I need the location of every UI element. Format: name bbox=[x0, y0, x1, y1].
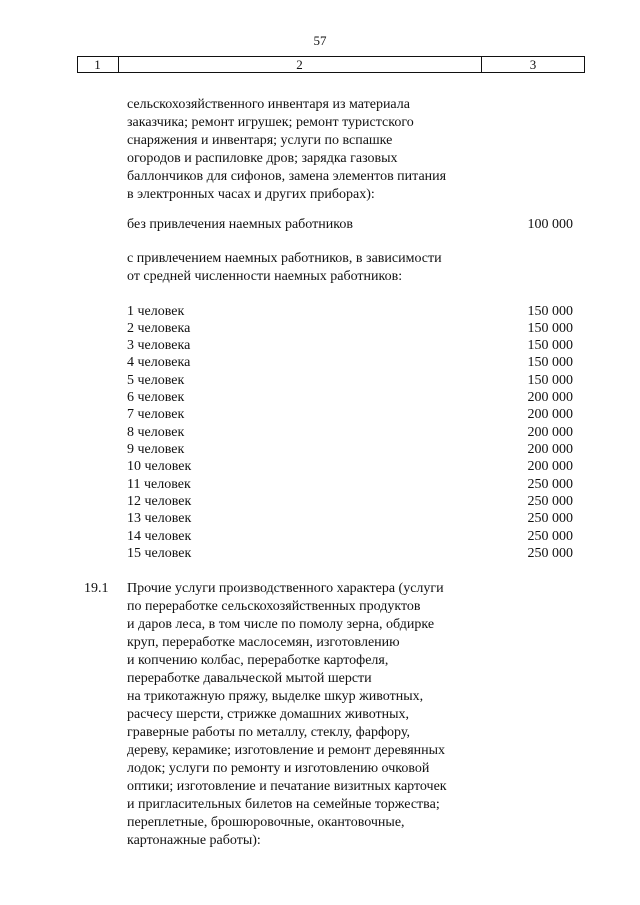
workers-row-label: 1 человек bbox=[127, 304, 185, 319]
workers-row-label: 11 человек bbox=[127, 477, 191, 492]
workers-row-value: 250 000 bbox=[527, 494, 573, 509]
section-line: картонажные работы): bbox=[127, 833, 261, 848]
section-line: переработке давальческой мытой шерсти bbox=[127, 671, 372, 686]
text-line: огородов и распиловке дров; зарядка газовых bbox=[127, 151, 398, 166]
text-line: сельскохозяйственного инвентаря из материала bbox=[127, 97, 410, 112]
section-line: круп, переработке маслосемян, изготовлению bbox=[127, 635, 400, 650]
workers-row-label: 7 человек bbox=[127, 407, 185, 422]
text-line: заказчика; ремонт игрушек; ремонт туристского bbox=[127, 115, 414, 130]
column-header-row bbox=[77, 56, 585, 73]
workers-row-label: 5 человек bbox=[127, 373, 185, 388]
workers-row-value: 150 000 bbox=[527, 321, 573, 336]
workers-row-value: 200 000 bbox=[527, 442, 573, 457]
page-number: 57 bbox=[313, 33, 327, 48]
text-line: в электронных часах и других приборах): bbox=[127, 187, 375, 202]
workers-row-label: 13 человек bbox=[127, 511, 192, 526]
workers-row-value: 250 000 bbox=[527, 477, 573, 492]
section-line: и даров леса, в том числе по помолу зерна, обдирке bbox=[127, 617, 435, 632]
section-line: и копчению колбас, переработке картофеля, bbox=[127, 653, 389, 668]
workers-row-label: 2 человека bbox=[127, 321, 191, 336]
column-header-1: 1 bbox=[94, 57, 101, 72]
workers-row-value: 150 000 bbox=[527, 304, 573, 319]
workers-row-label: 15 человек bbox=[127, 546, 192, 561]
workers-row-value: 150 000 bbox=[527, 355, 573, 370]
workers-row-label: 6 человек bbox=[127, 390, 185, 405]
no-hired-label: без привлечения наемных работников bbox=[127, 217, 353, 232]
section-line: лодок; услуги по ремонту и изготовлению очковой bbox=[127, 761, 430, 776]
workers-row-label: 8 человек bbox=[127, 425, 185, 440]
workers-row-value: 150 000 bbox=[527, 373, 573, 388]
workers-row-label: 3 человека bbox=[127, 338, 191, 353]
workers-row-label: 4 человека bbox=[127, 355, 191, 370]
section-line: переплетные, брошюровочные, окантовочные, bbox=[127, 815, 405, 830]
workers-row-label: 12 человек bbox=[127, 494, 192, 509]
section-line: Прочие услуги производственного характера (услуги bbox=[127, 581, 444, 596]
column-header-2: 2 bbox=[296, 57, 303, 72]
workers-row-value: 200 000 bbox=[527, 425, 573, 440]
text-line: снаряжения и инвентаря; услуги по вспашке bbox=[127, 133, 393, 148]
section-line: расчесу шерсти, стрижке домашних животных, bbox=[127, 707, 410, 722]
workers-row-value: 200 000 bbox=[527, 407, 573, 422]
workers-row-value: 200 000 bbox=[527, 459, 573, 474]
section-line: оптики; изготовление и печатание визитных карточек bbox=[127, 779, 447, 794]
header-bottom-border bbox=[77, 72, 585, 73]
section-line: дереву, керамике; изготовление и ремонт деревянных bbox=[127, 743, 446, 758]
no-hired-value: 100 000 bbox=[527, 217, 573, 232]
section-line: граверные работы по металлу, стеклу, фарфору, bbox=[127, 725, 410, 740]
workers-row-value: 250 000 bbox=[527, 511, 573, 526]
workers-row-label: 9 человек bbox=[127, 442, 185, 457]
section-number: 19.1 bbox=[84, 581, 109, 596]
workers-row-label: 14 человек bbox=[127, 529, 192, 544]
hired-intro-line: от средней численности наемных работников: bbox=[127, 269, 403, 284]
section-line: на трикотажную пряжу, выделке шкур животных, bbox=[127, 689, 424, 704]
hired-intro-line: с привлечением наемных работников, в зависимости bbox=[127, 251, 442, 266]
section-line: и пригласительных билетов на семейные торжества; bbox=[127, 797, 440, 812]
text-line: баллончиков для сифонов, замена элементов питания bbox=[127, 169, 447, 184]
workers-row-value: 150 000 bbox=[527, 338, 573, 353]
section-line: по переработке сельскохозяйственных продуктов bbox=[127, 599, 421, 614]
column-header-3: 3 bbox=[529, 57, 537, 72]
workers-row-value: 200 000 bbox=[527, 390, 573, 405]
workers-row-value: 250 000 bbox=[527, 529, 573, 544]
workers-row-label: 10 человек bbox=[127, 459, 192, 474]
workers-row-value: 250 000 bbox=[527, 546, 573, 561]
